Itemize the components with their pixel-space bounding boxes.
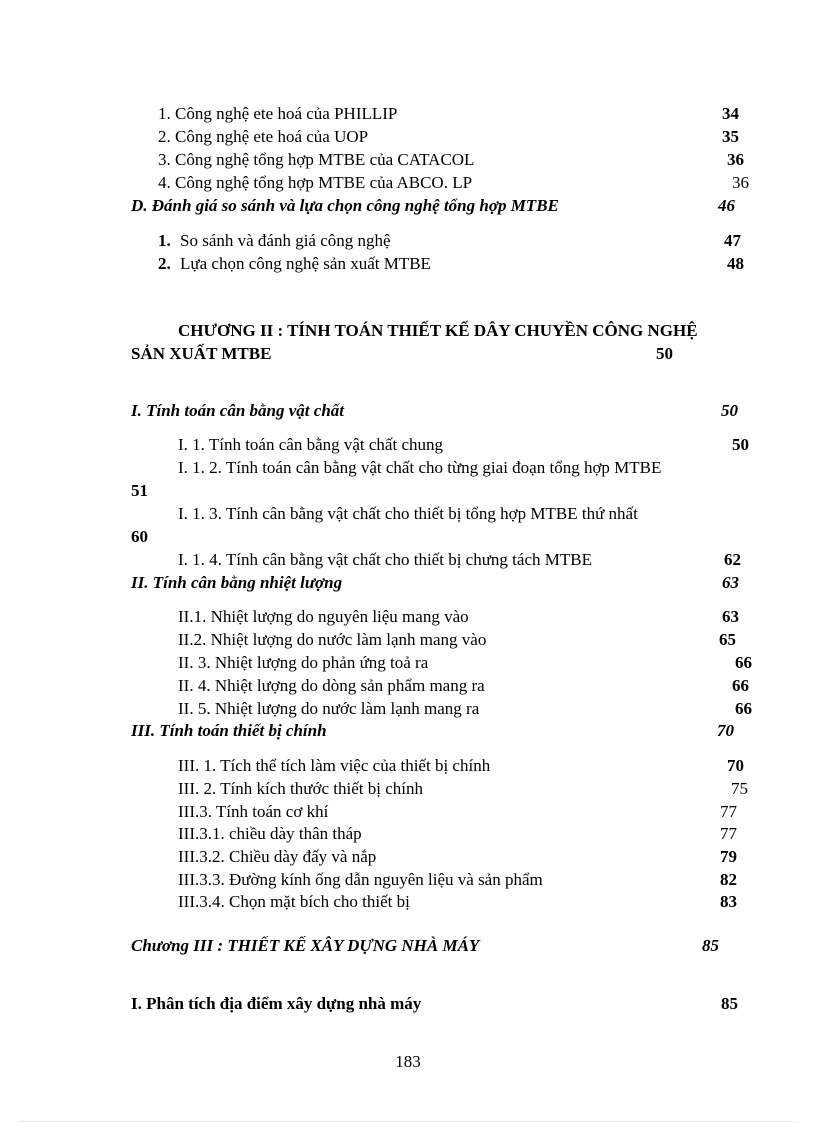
- toc-page-number: 66: [735, 699, 752, 718]
- toc-entry-iii3: III.3. Tính toán cơ khí: [178, 802, 329, 821]
- toc-page-number: 51: [131, 481, 148, 500]
- toc-page-number: 60: [131, 527, 148, 546]
- toc-page-number: 36: [732, 173, 749, 192]
- toc-entry-compare: So sánh và đánh giá công nghệ: [180, 231, 391, 250]
- toc-entry-iii34: III.3.4. Chọn mặt bích cho thiết bị: [178, 892, 410, 911]
- toc-page-number: 50: [732, 435, 749, 454]
- toc-entry-ii3: II. 3. Nhiệt lượng do phản ứng toả ra: [178, 653, 429, 672]
- toc-page-number: 50: [656, 344, 673, 363]
- toc-entry-ii4: II. 4. Nhiệt lượng do dòng sản phẩm mang ra: [178, 676, 485, 695]
- toc-page-number: 83: [720, 892, 737, 911]
- toc-page-number: 66: [735, 653, 752, 672]
- chapter-2-title: CHƯƠNG II : TÍNH TOÁN THIẾT KẾ DÂY CHUYỀN CÔNG NGHỆ: [178, 321, 698, 340]
- toc-entry-iii31: III.3.1. chiều dày thân tháp: [178, 824, 362, 843]
- toc-entry-i1: I. 1. Tính toán cân bằng vật chất chung: [178, 435, 443, 454]
- toc-page-number: 65: [719, 630, 736, 649]
- toc-entry-iii2: III. 2. Tính kích thước thiết bị chính: [178, 779, 423, 798]
- toc-section-ii: II. Tính cân bằng nhiệt lượng: [131, 573, 343, 592]
- toc-page-number: 47: [724, 231, 741, 250]
- toc-entry-catacol: 3. Công nghệ tổng hợp MTBE của CATACOL: [158, 150, 475, 169]
- bottom-divider: [20, 1121, 796, 1122]
- toc-entry-iii1: III. 1. Tích thể tích làm việc của thiết bị chính: [178, 756, 491, 775]
- toc-entry-i2: I. 1. 2. Tính toán cân bằng vật chất cho từng giai đoạn tổng hợp MTBE: [178, 458, 662, 477]
- toc-page-number: 77: [720, 824, 737, 843]
- toc-page-number: 77: [720, 802, 737, 821]
- toc-page-number: 63: [722, 607, 739, 626]
- toc-section-d: D. Đánh giá so sánh và lựa chọn công nghệ tổng hợp MTBE: [131, 196, 559, 215]
- toc-page-number: 82: [720, 870, 737, 889]
- toc-page-number: 35: [722, 127, 739, 146]
- toc-page-number: 46: [718, 196, 735, 215]
- toc-page-number: 85: [721, 994, 738, 1013]
- toc-page-number: 34: [722, 104, 739, 123]
- toc-page-number: 75: [731, 779, 748, 798]
- toc-entry-ii2: II.2. Nhiệt lượng do nước làm lạnh mang vào: [178, 630, 487, 649]
- toc-section-i: I. Tính toán cân bằng vật chất: [131, 401, 345, 420]
- toc-page-number: 36: [727, 150, 744, 169]
- toc-entry-iii33: III.3.3. Đường kính ống dẫn nguyên liệu và sản phẩm: [178, 870, 543, 889]
- toc-page-number: 50: [721, 401, 738, 420]
- toc-page-number: 79: [720, 847, 737, 866]
- toc-entry-ii1: II.1. Nhiệt lượng do nguyên liệu mang vào: [178, 607, 469, 626]
- toc-entry-iii32: III.3.2. Chiều dày đấy và nắp: [178, 847, 377, 866]
- toc-entry-abco: 4. Công nghệ tổng hợp MTBE của ABCO. LP: [158, 173, 473, 192]
- toc-page-number: 70: [727, 756, 744, 775]
- toc-item-number: 2.: [158, 254, 171, 273]
- toc-section-iii: III. Tính toán thiết bị chính: [131, 721, 327, 740]
- toc-page-number: 62: [724, 550, 741, 569]
- toc-entry-uop: 2. Công nghệ ete hoá của UOP: [158, 127, 369, 146]
- toc-page-number: 70: [717, 721, 734, 740]
- toc-entry-i3: I. 1. 3. Tính cân bằng vật chất cho thiết bị tổng hợp MTBE thứ nhất: [178, 504, 638, 523]
- page-number-footer: 183: [395, 1052, 421, 1071]
- toc-item-number: 1.: [158, 231, 171, 250]
- toc-entry-i4: I. 1. 4. Tính cân bằng vật chất cho thiết bị chưng tách MTBE: [178, 550, 592, 569]
- toc-page-number: 63: [722, 573, 739, 592]
- toc-page-number: 66: [732, 676, 749, 695]
- toc-entry-ii5: II. 5. Nhiệt lượng do nước làm lạnh mang ra: [178, 699, 480, 718]
- chapter-3-title: Chương III : THIẾT KẾ XÂY DỰNG NHÀ MÁY: [131, 936, 480, 955]
- toc-page-number: 85: [702, 936, 719, 955]
- toc-page-number: 48: [727, 254, 744, 273]
- toc-entry-site-analysis: I. Phân tích địa điểm xây dựng nhà máy: [131, 994, 422, 1013]
- toc-entry-select: Lựa chọn công nghệ sản xuất MTBE: [180, 254, 431, 273]
- toc-entry-phillip: 1. Công nghệ ete hoá của PHILLIP: [158, 104, 398, 123]
- chapter-2-title-cont: SẢN XUẤT MTBE: [131, 344, 272, 363]
